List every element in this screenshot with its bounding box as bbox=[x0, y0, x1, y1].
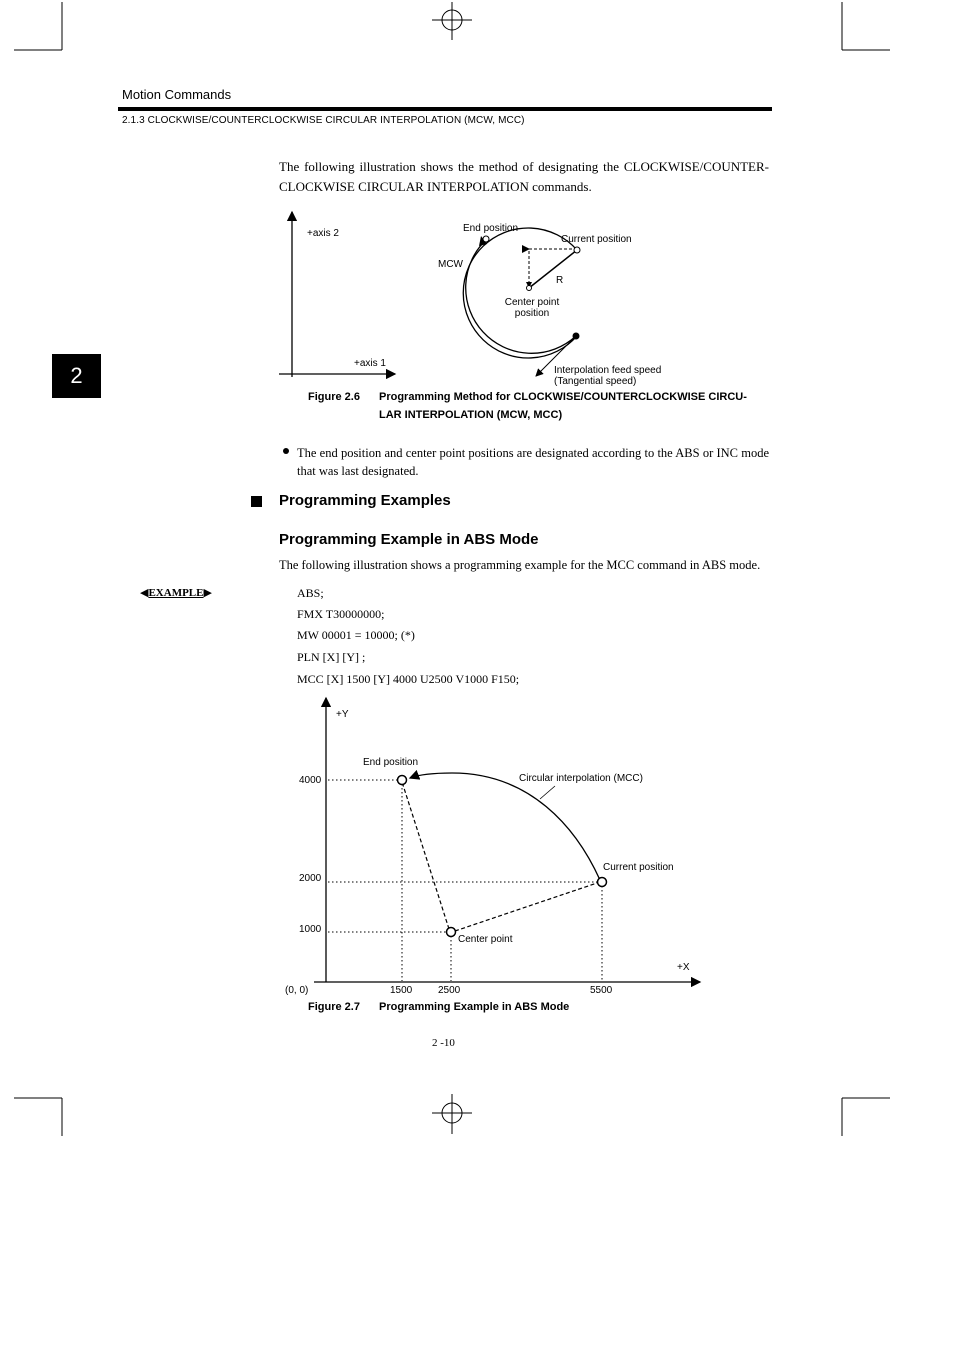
y-tick-label: 4000 bbox=[299, 775, 322, 786]
radius-label: R bbox=[556, 275, 564, 286]
figure-2-7-diagram bbox=[270, 690, 720, 1005]
running-header-section: 2.1.3 CLOCKWISE/COUNTERCLOCKWISE CIRCULAR INTERPOLATION (MCW, MCC) bbox=[122, 115, 525, 126]
y-tick-label: 2000 bbox=[299, 873, 322, 884]
current-position-label: Current position bbox=[603, 862, 674, 873]
intro-paragraph: The following illustration shows the method of designating the CLOCKWISE/COUNTER-CLOCKWISE CIRCULAR INTERPOLATION commands. bbox=[279, 159, 769, 194]
figure-2-6-diagram bbox=[270, 200, 690, 395]
center-label-line1: Center point bbox=[504, 297, 560, 308]
current-position-dot bbox=[598, 878, 607, 887]
left-triangle-icon: ◀ bbox=[140, 587, 149, 599]
figure-2-7-number: Figure 2.7 bbox=[308, 1001, 360, 1013]
origin-label: (0, 0) bbox=[285, 985, 309, 996]
radius-line bbox=[529, 250, 577, 288]
x-axis-label: +X bbox=[677, 962, 690, 973]
subsection-title: Programming Example in ABS Mode bbox=[279, 531, 539, 548]
page-number: 2 -10 bbox=[432, 1037, 455, 1049]
center-point-dot bbox=[447, 928, 456, 937]
figure-2-6-caption-line1: Programming Method for CLOCKWISE/COUNTERCLOCKWISE CIRCU- bbox=[379, 391, 747, 403]
figure-2-7-caption: Programming Example in ABS Mode bbox=[379, 1001, 570, 1013]
bullet-dot bbox=[283, 448, 289, 454]
end-position-label: End position bbox=[463, 223, 519, 234]
figure-2-6-number: Figure 2.6 bbox=[308, 391, 360, 403]
y-axis-label: +Y bbox=[336, 709, 349, 720]
code-line: PLN [X] [Y] ; bbox=[297, 650, 366, 664]
figure-2-6-caption-line2: LAR INTERPOLATION (MCW, MCC) bbox=[379, 409, 563, 421]
mcw-label: MCW bbox=[438, 259, 463, 270]
arc-label: Circular interpolation (MCC) bbox=[519, 773, 643, 784]
current-position-dot bbox=[574, 247, 580, 253]
y-tick-label: 1000 bbox=[299, 924, 322, 935]
feed-label-line2: (Tangential speed) bbox=[554, 376, 637, 387]
arc-tail bbox=[486, 239, 528, 293]
axis1-label: +axis 1 bbox=[354, 358, 386, 369]
arc-label-leader bbox=[540, 786, 555, 799]
end-position-dot bbox=[398, 776, 407, 785]
example-tag-label: EXAMPLE bbox=[148, 587, 204, 599]
example-tag bbox=[140, 586, 212, 599]
radius-to-current bbox=[455, 883, 597, 931]
bullet-text: The end position and center point positions are designated according to the ABS or INC mode that was last designated. bbox=[297, 446, 769, 478]
chapter-tab: 2 bbox=[52, 354, 101, 398]
center-position-dot bbox=[527, 286, 532, 291]
center-label-line2: position bbox=[514, 308, 550, 319]
code-line: MCC [X] 1500 [Y] 4000 U2500 V1000 F150; bbox=[297, 672, 520, 686]
code-line: ABS; bbox=[297, 586, 324, 600]
section-marker bbox=[251, 496, 262, 507]
x-tick-label: 2500 bbox=[438, 985, 461, 996]
mcw-arc bbox=[463, 228, 577, 358]
end-position-dot bbox=[483, 236, 489, 242]
right-triangle-icon: ▶ bbox=[203, 587, 212, 599]
current-position-label: Current position bbox=[561, 234, 632, 245]
end-position-label: End position bbox=[363, 757, 419, 768]
center-point-label: Center point bbox=[458, 934, 513, 945]
section-title: Programming Examples bbox=[279, 492, 451, 509]
radius-to-end bbox=[403, 785, 449, 929]
code-line: MW 00001 = 10000; (*) bbox=[297, 628, 415, 642]
mcc-arc bbox=[410, 773, 600, 880]
running-header-title: Motion Commands bbox=[122, 87, 232, 102]
feed-label-line1: Interpolation feed speed bbox=[554, 365, 662, 376]
header-rule bbox=[118, 107, 772, 111]
code-line: FMX T30000000; bbox=[297, 607, 385, 621]
x-tick-label: 5500 bbox=[590, 985, 613, 996]
axis2-label: +axis 2 bbox=[307, 228, 339, 239]
example-intro: The following illustration shows a programming example for the MCC command in ABS mode. bbox=[279, 558, 761, 572]
x-tick-label: 1500 bbox=[390, 985, 413, 996]
